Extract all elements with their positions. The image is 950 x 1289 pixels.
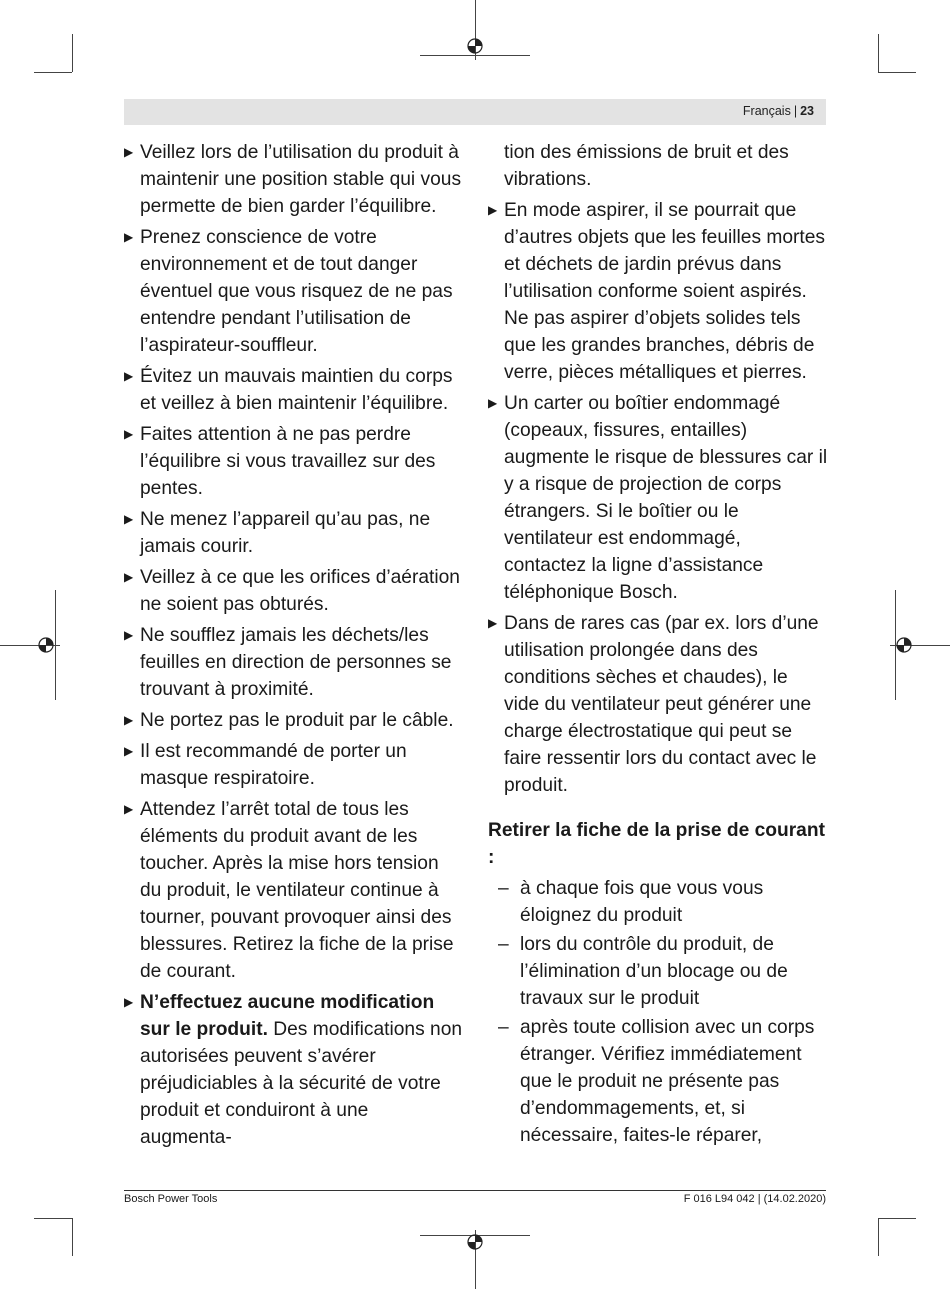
triangle-bullet-icon: ▶ xyxy=(124,744,134,758)
item-text: Prenez conscience de votre environnement et de tout danger éventuel que vous risquez de ne pas entendre pendant l’utilisation de l’aspirateur-souffleur. xyxy=(140,227,453,356)
registration-mark-icon xyxy=(37,636,55,654)
triangle-bullet-icon: ▶ xyxy=(124,512,134,526)
dash-bullet-icon: – xyxy=(498,878,509,899)
dash-bullet-icon: – xyxy=(498,934,509,955)
list-item xyxy=(488,390,828,606)
triangle-bullet-icon: ▶ xyxy=(124,427,134,441)
item-text: Faites attention à ne pas perdre l’équilibre si vous travaillez sur des pentes. xyxy=(140,424,436,499)
item-extra-text: Ne pas aspirer d’objets solides tels que les grandes branches, débris de verre, pièces métalliques et pierres. xyxy=(504,308,815,383)
header-separator: | xyxy=(793,104,798,118)
registration-mark-icon xyxy=(466,1233,484,1251)
item-text: Évitez un mauvais maintien du corps et veillez à bien maintenir l’équilibre. xyxy=(140,366,453,414)
list-item xyxy=(124,796,464,985)
triangle-bullet-icon: ▶ xyxy=(124,713,134,727)
footer-brand: Bosch Power Tools xyxy=(124,1193,218,1205)
list-item xyxy=(124,564,464,618)
dash-list-item xyxy=(488,1014,828,1149)
item-text: Un carter ou boîtier endommagé (copeaux, fissures, entailles) augmente le risque de blessures car il y a risque de projection de corps étrangers. Si le boîtier ou le ventilateur est endommagé, contactez la ligne d’assistance téléphonique Bosch. xyxy=(504,393,828,603)
triangle-bullet-icon: ▶ xyxy=(124,802,134,816)
crop-mark xyxy=(878,72,916,73)
list-item xyxy=(488,197,828,386)
dash-bullet-icon: – xyxy=(498,1017,509,1038)
item-text: Attendez l’arrêt total de tous les éléments du produit avant de les toucher. Après la mise hors tension du produit, le ventilateur continue à tourner, pouvant provoquer ainsi des blessures. Retirez la fiche de la prise de courant. xyxy=(140,799,454,982)
crop-mark xyxy=(420,55,530,56)
item-text: Veillez lors de l’utilisation du produit à maintenir une position stable qui vous permette de bien garder l’équilibre. xyxy=(140,142,462,217)
list-item xyxy=(124,738,464,792)
header-band xyxy=(124,99,826,125)
item-text: En mode aspirer, il se pourrait que d’autres objets que les feuilles mortes et déchets de jardin prévus dans l’utilisation conforme soient aspirés. xyxy=(504,200,826,302)
dash-list-item xyxy=(488,931,828,1012)
footer-doc-id: F 016 L94 042 | (14.02.2020) xyxy=(683,1193,826,1205)
item-text: à chaque fois que vous vous éloignez du produit xyxy=(520,878,764,926)
triangle-bullet-icon: ▶ xyxy=(488,396,498,410)
header-language: Français xyxy=(742,104,791,118)
page-number: 23 xyxy=(800,104,814,118)
list-item xyxy=(124,224,464,359)
list-item xyxy=(124,707,464,734)
item-text: Ne menez l’appareil qu’au pas, ne jamais courir. xyxy=(140,509,431,557)
crop-mark xyxy=(34,72,72,73)
footer-divider xyxy=(124,1190,826,1191)
triangle-bullet-icon: ▶ xyxy=(124,570,134,584)
crop-mark xyxy=(34,1218,72,1219)
crop-mark xyxy=(72,34,73,72)
list-item xyxy=(124,363,464,417)
list-item xyxy=(124,506,464,560)
list-item xyxy=(124,989,464,1151)
list-item xyxy=(124,139,464,220)
crop-mark xyxy=(878,1218,879,1256)
crop-mark xyxy=(878,1218,916,1219)
triangle-bullet-icon: ▶ xyxy=(124,995,134,1009)
triangle-bullet-icon: ▶ xyxy=(488,203,498,217)
triangle-bullet-icon: ▶ xyxy=(124,145,134,159)
right-column xyxy=(488,139,828,1151)
item-text: Il est recommandé de porter un masque respiratoire. xyxy=(140,741,407,789)
item-text: Ne soufflez jamais les déchets/les feuilles en direction de personnes se trouvant à proximité. xyxy=(140,625,452,700)
item-text: Dans de rares cas (par ex. lors d’une utilisation prolongée dans des conditions sèches et chaudes), le vide du ventilateur peut générer une charge électrostatique qui peut se faire ressentir lors du contact avec le produit. xyxy=(504,613,819,796)
left-column xyxy=(124,139,464,1155)
continuation-text: tion des émissions de bruit et des vibrations. xyxy=(504,142,789,190)
list-item xyxy=(488,610,828,799)
triangle-bullet-icon: ▶ xyxy=(124,230,134,244)
item-text: après toute collision avec un corps étranger. Vérifiez immédiatement que le produit ne présente pas d’endommagements, et, si nécessaire, faites-le réparer, xyxy=(520,1017,815,1146)
crop-mark xyxy=(72,1218,73,1256)
crop-mark xyxy=(878,34,879,72)
triangle-bullet-icon: ▶ xyxy=(124,628,134,642)
item-text: Des modifications non autorisées peuvent s’avérer préjudiciables à la sécurité de votre produit et conduiront à une augmenta- xyxy=(140,1019,463,1148)
list-item xyxy=(124,622,464,703)
item-text: Ne portez pas le produit par le câble. xyxy=(140,710,454,731)
dash-list-item xyxy=(488,875,828,929)
list-item xyxy=(124,421,464,502)
item-text: lors du contrôle du produit, de l’élimination d’un blocage ou de travaux sur le produit xyxy=(520,934,788,1009)
triangle-bullet-icon: ▶ xyxy=(488,616,498,630)
registration-mark-icon xyxy=(466,37,484,55)
page-header xyxy=(743,104,814,118)
item-bold-text: N’effectuez aucune modification sur le produit. xyxy=(140,992,435,1040)
item-text: Veillez à ce que les orifices d’aération ne soient pas obturés. xyxy=(140,567,460,615)
section-heading: Retirer la fiche de la prise de courant : xyxy=(488,820,825,868)
triangle-bullet-icon: ▶ xyxy=(124,369,134,383)
registration-mark-icon xyxy=(895,636,913,654)
